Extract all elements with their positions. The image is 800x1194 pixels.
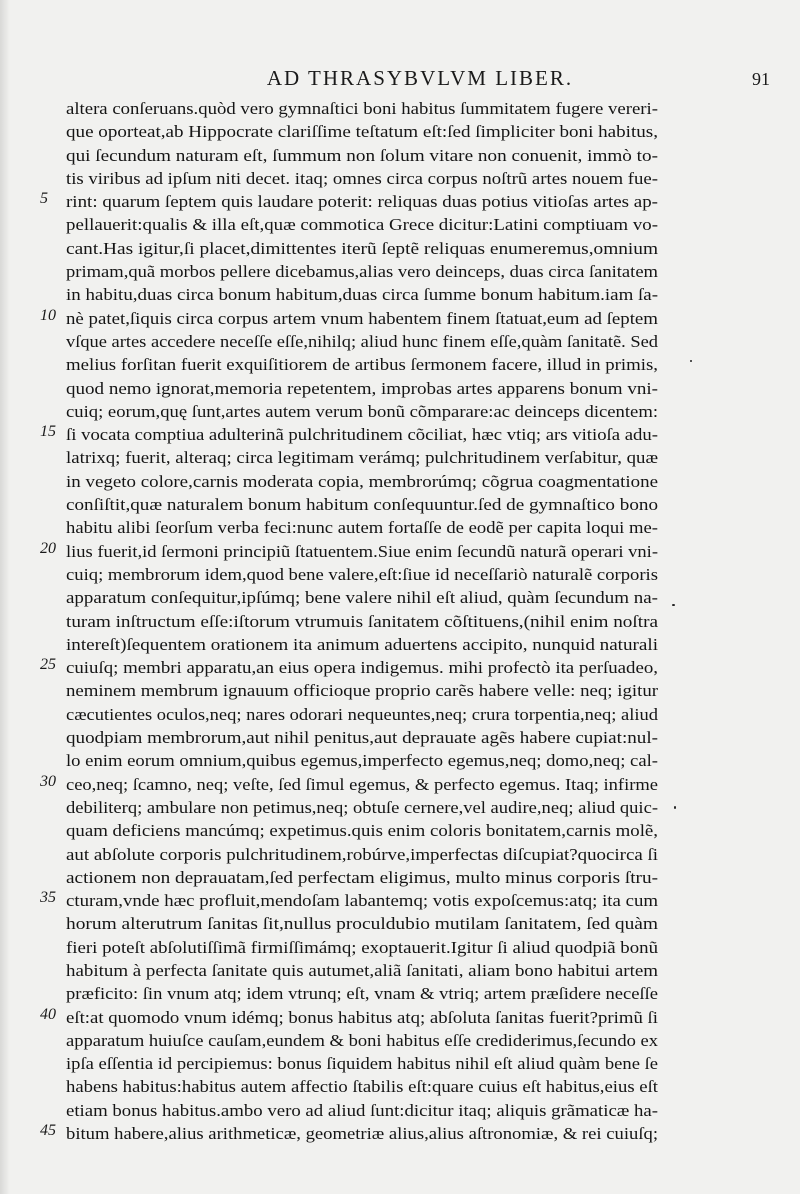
margin-line-number: 15 (40, 423, 56, 441)
text-line: habens habitus:habitus autem affectio ſtabilis eſt:quare cuius eſt habitus,eius eſt (66, 1077, 658, 1097)
page-number: 91 (752, 69, 770, 89)
margin-line-number: 30 (40, 772, 56, 790)
body-text (66, 97, 658, 1145)
text-line: lius fuerit,id ſermoni principiũ ſtatuentem.Siue enim ſecundũ naturã operari vni- (66, 541, 658, 561)
margin-line-number: 35 (40, 889, 56, 907)
text-line: quod nemo ignorat,memoria repetentem, improbas artes apparens bonum vni- (66, 378, 658, 398)
text-line: lo enim eorum omnium,quibus egemus,imperfecto egemus,neq; domo,neq; cal- (66, 751, 658, 771)
text-line: neminem membrum ignauum officioque proprio carẽs habere velle: neq; igitur (66, 681, 658, 701)
text-line: habitu alibi ſeorſum verba feci:nunc autem fortaſſe de eodẽ per capita loqui me- (66, 518, 658, 538)
ink-speck (674, 806, 676, 809)
text-line: actionem non deprauatam,ſed perfectam eligimus, multo minus corporis ſtru- (66, 867, 658, 887)
text-line: cuiq; membrorum idem,quod bene valere,eſt:ſiue id neceſſariò naturalẽ corporis (66, 564, 658, 584)
page-edge-shadow (0, 0, 10, 1194)
text-line: in habitu,duas circa bonum habitum,duas circa ſumme bonum habitum.iam ſa- (66, 285, 658, 305)
text-line: horum alterutrum ſanitas ſit,nullus proculdubio mutilam ſanitatem, ſed quàm (66, 914, 658, 934)
text-line: melius forſitan fuerit exquiſitiorem de artibus ſermonem facere, illud in primis, (66, 355, 658, 375)
text-line: in vegeto colore,carnis moderata copia, membrorúmq; cõgrua coagmentatione (66, 471, 658, 491)
text-line: cuiuſq; membri apparatu,an eius opera indigemus. mihi profectò ita perſuadeo, (66, 658, 658, 678)
text-line: nè patet,ſiquis circa corpus artem vnum habentem finem ſtatuat,eum ad ſeptem (66, 308, 658, 328)
text-line: primam,quã morbos pellere dicebamus,alias vero deinceps, duas circa ſanitatem (66, 262, 658, 282)
margin-line-number: 45 (40, 1122, 56, 1140)
ink-speck (672, 604, 675, 606)
text-line: latrixq; fuerit, alteraq; circa legitimam verámq; pulchritudinem verſabitur, quæ (66, 448, 658, 468)
text-line: conſiſtit,quæ naturalem bonum habitum conſequuntur.ſed de gymnaſtico bono (66, 495, 658, 515)
text-line: rint: quarum ſeptem quis laudare poterit: reliquas duas potius vitioſas artes ap- (66, 192, 658, 212)
text-line: etiam bonus habitus.ambo vero ad aliud ſunt:dicitur itaq; aliquis grãmaticæ ha- (66, 1100, 658, 1120)
text-line: præficito: ſin vnum atq; idem vtrunq; eſt, vnam & vtriq; artem præſidere neceſſe (66, 984, 658, 1004)
running-title: AD THRASYBVLVM LIBER. (266, 66, 574, 90)
text-line: vſque artes accedere neceſſe eſſe,nihilq; aliud hunc finem eſſe,quàm ſanitatẽ. Sed (66, 331, 658, 351)
text-line: ceo,neq; ſcamno, neq; veſte, ſed ſimul egemus, & perfecto egemus. Itaq; infirme (66, 774, 658, 794)
text-line: qui ſecundum naturam eſt, ſummum non ſolum vitare non conuenit, immò to- (66, 145, 658, 165)
text-line: ſi vocata comptiua adulterinã pulchritudinem cõciliat, hæc vtiq; ars vitioſa adu- (66, 425, 658, 445)
text-line: quodpiam membrorum,aut nihil penitus,aut deprauate agẽs habere cupiat:nul- (66, 728, 658, 748)
text-line: apparatum huiuſce cauſam,eundem & boni habitus eſſe crediderimus,ſecundo ex (66, 1030, 658, 1050)
text-line: ipſa eſſentia id percipiemus: bonus ſiquidem habitus nihil eſt aliud quàm bene ſe (66, 1054, 658, 1074)
text-line: eſt:at quomodo vnum idémq; bonus habitus atq; abſoluta ſanitas fuerit?primũ ſi (66, 1007, 658, 1027)
margin-line-number: 25 (40, 656, 56, 674)
text-line: habitum à perfecta ſanitate quis autumet,aliã ſanitati, aliam bono habitui artem (66, 960, 658, 980)
text-line: cturam,vnde hæc profluit,mendoſam labantemq; votis expoſcemus:atq; ita cum (66, 891, 658, 911)
ink-speck (690, 360, 692, 362)
margin-line-number: 40 (40, 1005, 56, 1023)
text-line: apparatum conſequitur,ipſúmq; bene valere nihil eſt aliud, quàm ſecundum na- (66, 588, 658, 608)
margin-line-number: 20 (40, 539, 56, 557)
text-line: intereſt)ſequentem orationem ita animum aduertens accipito, nunquid naturali (66, 634, 658, 654)
text-line: quam deficiens mancúmq; expetimus.quis enim coloris bonitatem,carnis molẽ, (66, 821, 658, 841)
text-line: fieri poteſt abſolutiſſimã firmiſſimámq; exoptauerit.Igitur ſi aliud quodpiã bonũ (66, 937, 658, 957)
text-line: que oporteat,ab Hippocrate clariſſime teſtatum eſt:ſed ſimpliciter boni habitus, (66, 122, 658, 142)
text-line: bitum habere,alius arithmeticæ, geometriæ alius,alius aſtronomiæ, & rei cuiuſq; (66, 1124, 658, 1144)
text-line: turam inſtructum eſſe:iſtorum vtrumuis ſanitatem cõſtituens,(nihil enim noſtra (66, 611, 658, 631)
text-line: cuiq; eorum,quę ſunt,artes autem verum bonũ cõmparare:ac deinceps dicentem: (66, 401, 658, 421)
text-line: aut abſolute corporis pulchritudinem,robúrve,imperfectas diſcupiat?quocirca ſi (66, 844, 658, 864)
text-line: pellauerit:qualis & illa eſt,quæ commotica Grece dicitur:Latini comptiuam vo- (66, 215, 658, 235)
margin-line-number: 10 (40, 306, 56, 324)
text-line: cant.Has igitur,ſi placet,dimittentes iterũ ſeptẽ reliquas enumeremus,omnium (66, 238, 658, 258)
margin-line-number: 5 (40, 190, 48, 208)
text-line: cæcutientes oculos,neq; nares odorari nequeuntes,neq; crura torpentia,neq; aliud (66, 704, 658, 724)
text-line: tis viribus ad ipſum niti decet. itaq; omnes circa corpus noſtrũ artes nouem fue- (66, 168, 658, 188)
text-line: altera conſeruans.quòd vero gymnaſtici boni habitus ſummitatem fugere vereri- (66, 99, 658, 118)
text-line: debiliterq; ambulare non petimus,neq; obtuſe cernere,vel audire,neq; aliud quic- (66, 797, 658, 817)
